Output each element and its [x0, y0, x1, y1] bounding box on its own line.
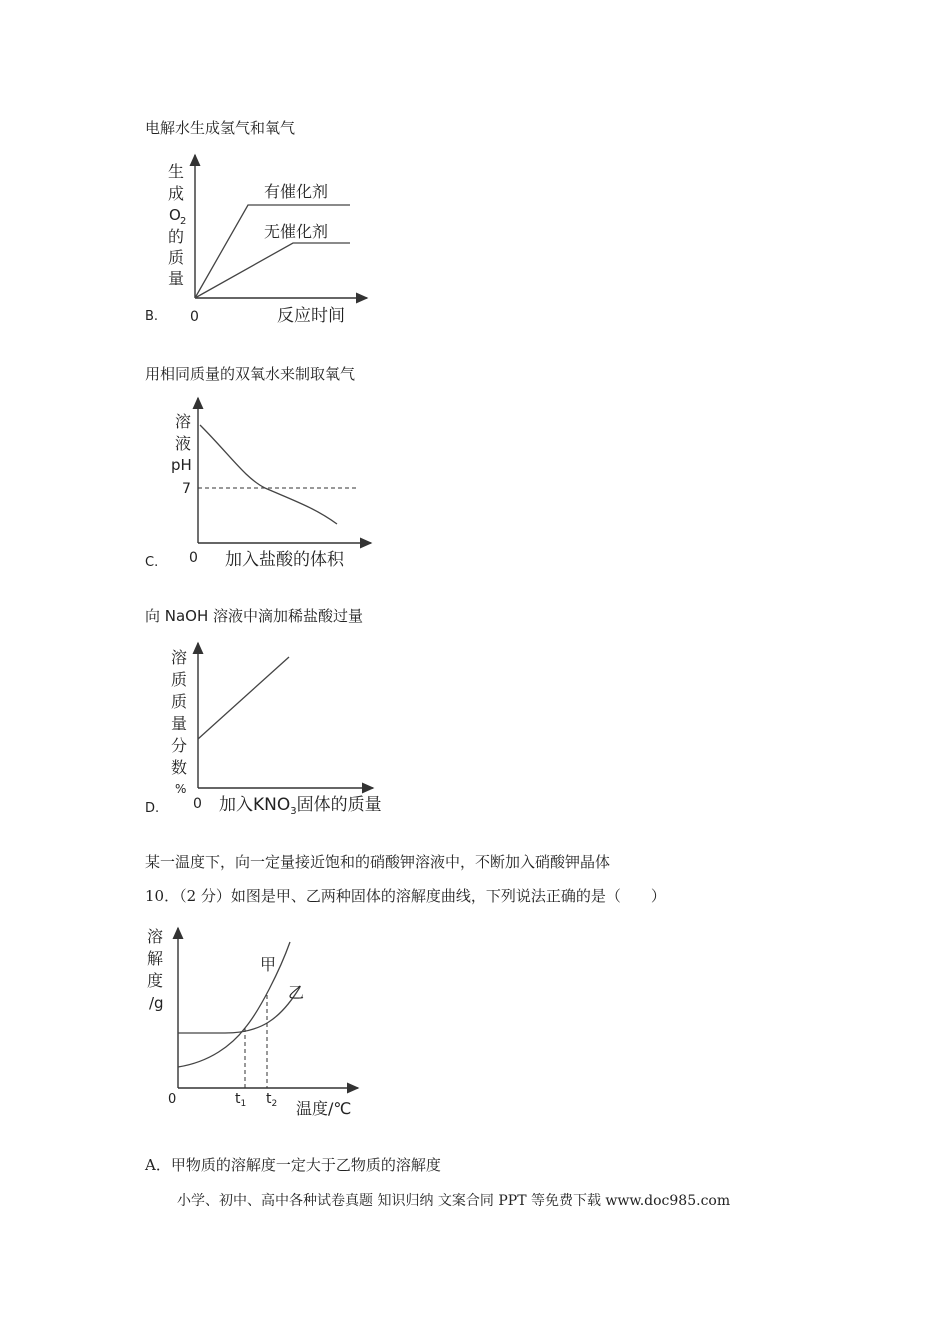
ph-7-tick: 7 [182, 481, 191, 497]
x-axis-label: 加入$KNO_3$固体的质量 [219, 795, 382, 817]
chart-c [165, 393, 385, 573]
y-label-char: 度 [147, 971, 164, 990]
y-label-char: 成 [168, 184, 185, 203]
y-label-o2: O [169, 206, 181, 224]
origin-label: 0 [189, 550, 198, 566]
y-label-unit: /g [149, 994, 164, 1012]
mass-fraction-line [198, 657, 289, 739]
option-c-letter: C. [145, 555, 159, 570]
question-10-stem: 10．（2 分）如图是甲、乙两种固体的溶解度曲线，下列说法正确的是（ ） [145, 887, 666, 905]
y-label-char: 溶 [171, 648, 188, 667]
x-axis-label: 温度/℃ [296, 1099, 352, 1118]
option-a-caption: 电解水生成氢气和氧气 [145, 119, 296, 137]
ph-curve [200, 425, 337, 524]
y-label-char: 液 [175, 434, 192, 453]
option-b-caption: 用相同质量的双氧水来制取氧气 [145, 365, 356, 383]
t2-label: $t_2$ [266, 1091, 278, 1109]
y-label-char: 溶 [147, 927, 164, 946]
series-label-yi: 乙 [288, 983, 305, 1002]
t1-label: $t_1$ [235, 1091, 247, 1109]
y-label-char: 生 [168, 162, 185, 181]
y-label-o2-sub: 2 [180, 216, 187, 227]
chart-d [165, 638, 395, 823]
origin-label: 0 [190, 309, 199, 325]
x-axis-label: 反应时间 [277, 306, 345, 326]
x-axis-label: 加入盐酸的体积 [225, 550, 344, 570]
question-10-option-a: A．甲物质的溶解度一定大于乙物质的溶解度 [145, 1156, 441, 1174]
y-label-char: 质 [171, 670, 188, 689]
chart-b [160, 150, 390, 330]
solubility-chart [140, 920, 380, 1125]
curve-with-catalyst [195, 205, 350, 298]
y-label-char: 量 [168, 269, 185, 288]
curve-yi [178, 987, 300, 1033]
label-without-catalyst: 无催化剂 [264, 222, 329, 241]
y-label-char: 溶 [175, 412, 192, 431]
option-b-letter: B. [145, 309, 159, 324]
origin-label: 0 [168, 1092, 177, 1107]
y-label-char: 质 [171, 692, 188, 711]
y-label-char: 数 [171, 758, 188, 777]
option-c-caption: 向 NaOH 溶液中滴加稀盐酸过量 [145, 607, 364, 625]
footer-text: 小学、初中、高中各种试卷真题 知识归纳 文案合同 PPT 等免费下载 www.doc985.com [177, 1193, 731, 1209]
y-label-percent: % [175, 782, 187, 796]
y-label-ph: pH [171, 456, 192, 474]
y-label-char: 质 [168, 248, 185, 267]
y-label-char: 分 [171, 736, 188, 755]
curve-without-catalyst [195, 243, 350, 298]
y-label-char: 的 [168, 227, 185, 246]
series-label-jia: 甲 [260, 955, 277, 974]
option-d-letter: D. [145, 801, 160, 816]
label-with-catalyst: 有催化剂 [264, 182, 329, 201]
origin-label: 0 [193, 796, 202, 812]
y-label-char: 量 [171, 714, 188, 733]
option-d-caption: 某一温度下，向一定量接近饱和的硝酸钾溶液中，不断加入硝酸钾晶体 [145, 853, 611, 871]
y-label-char: 解 [147, 949, 164, 968]
